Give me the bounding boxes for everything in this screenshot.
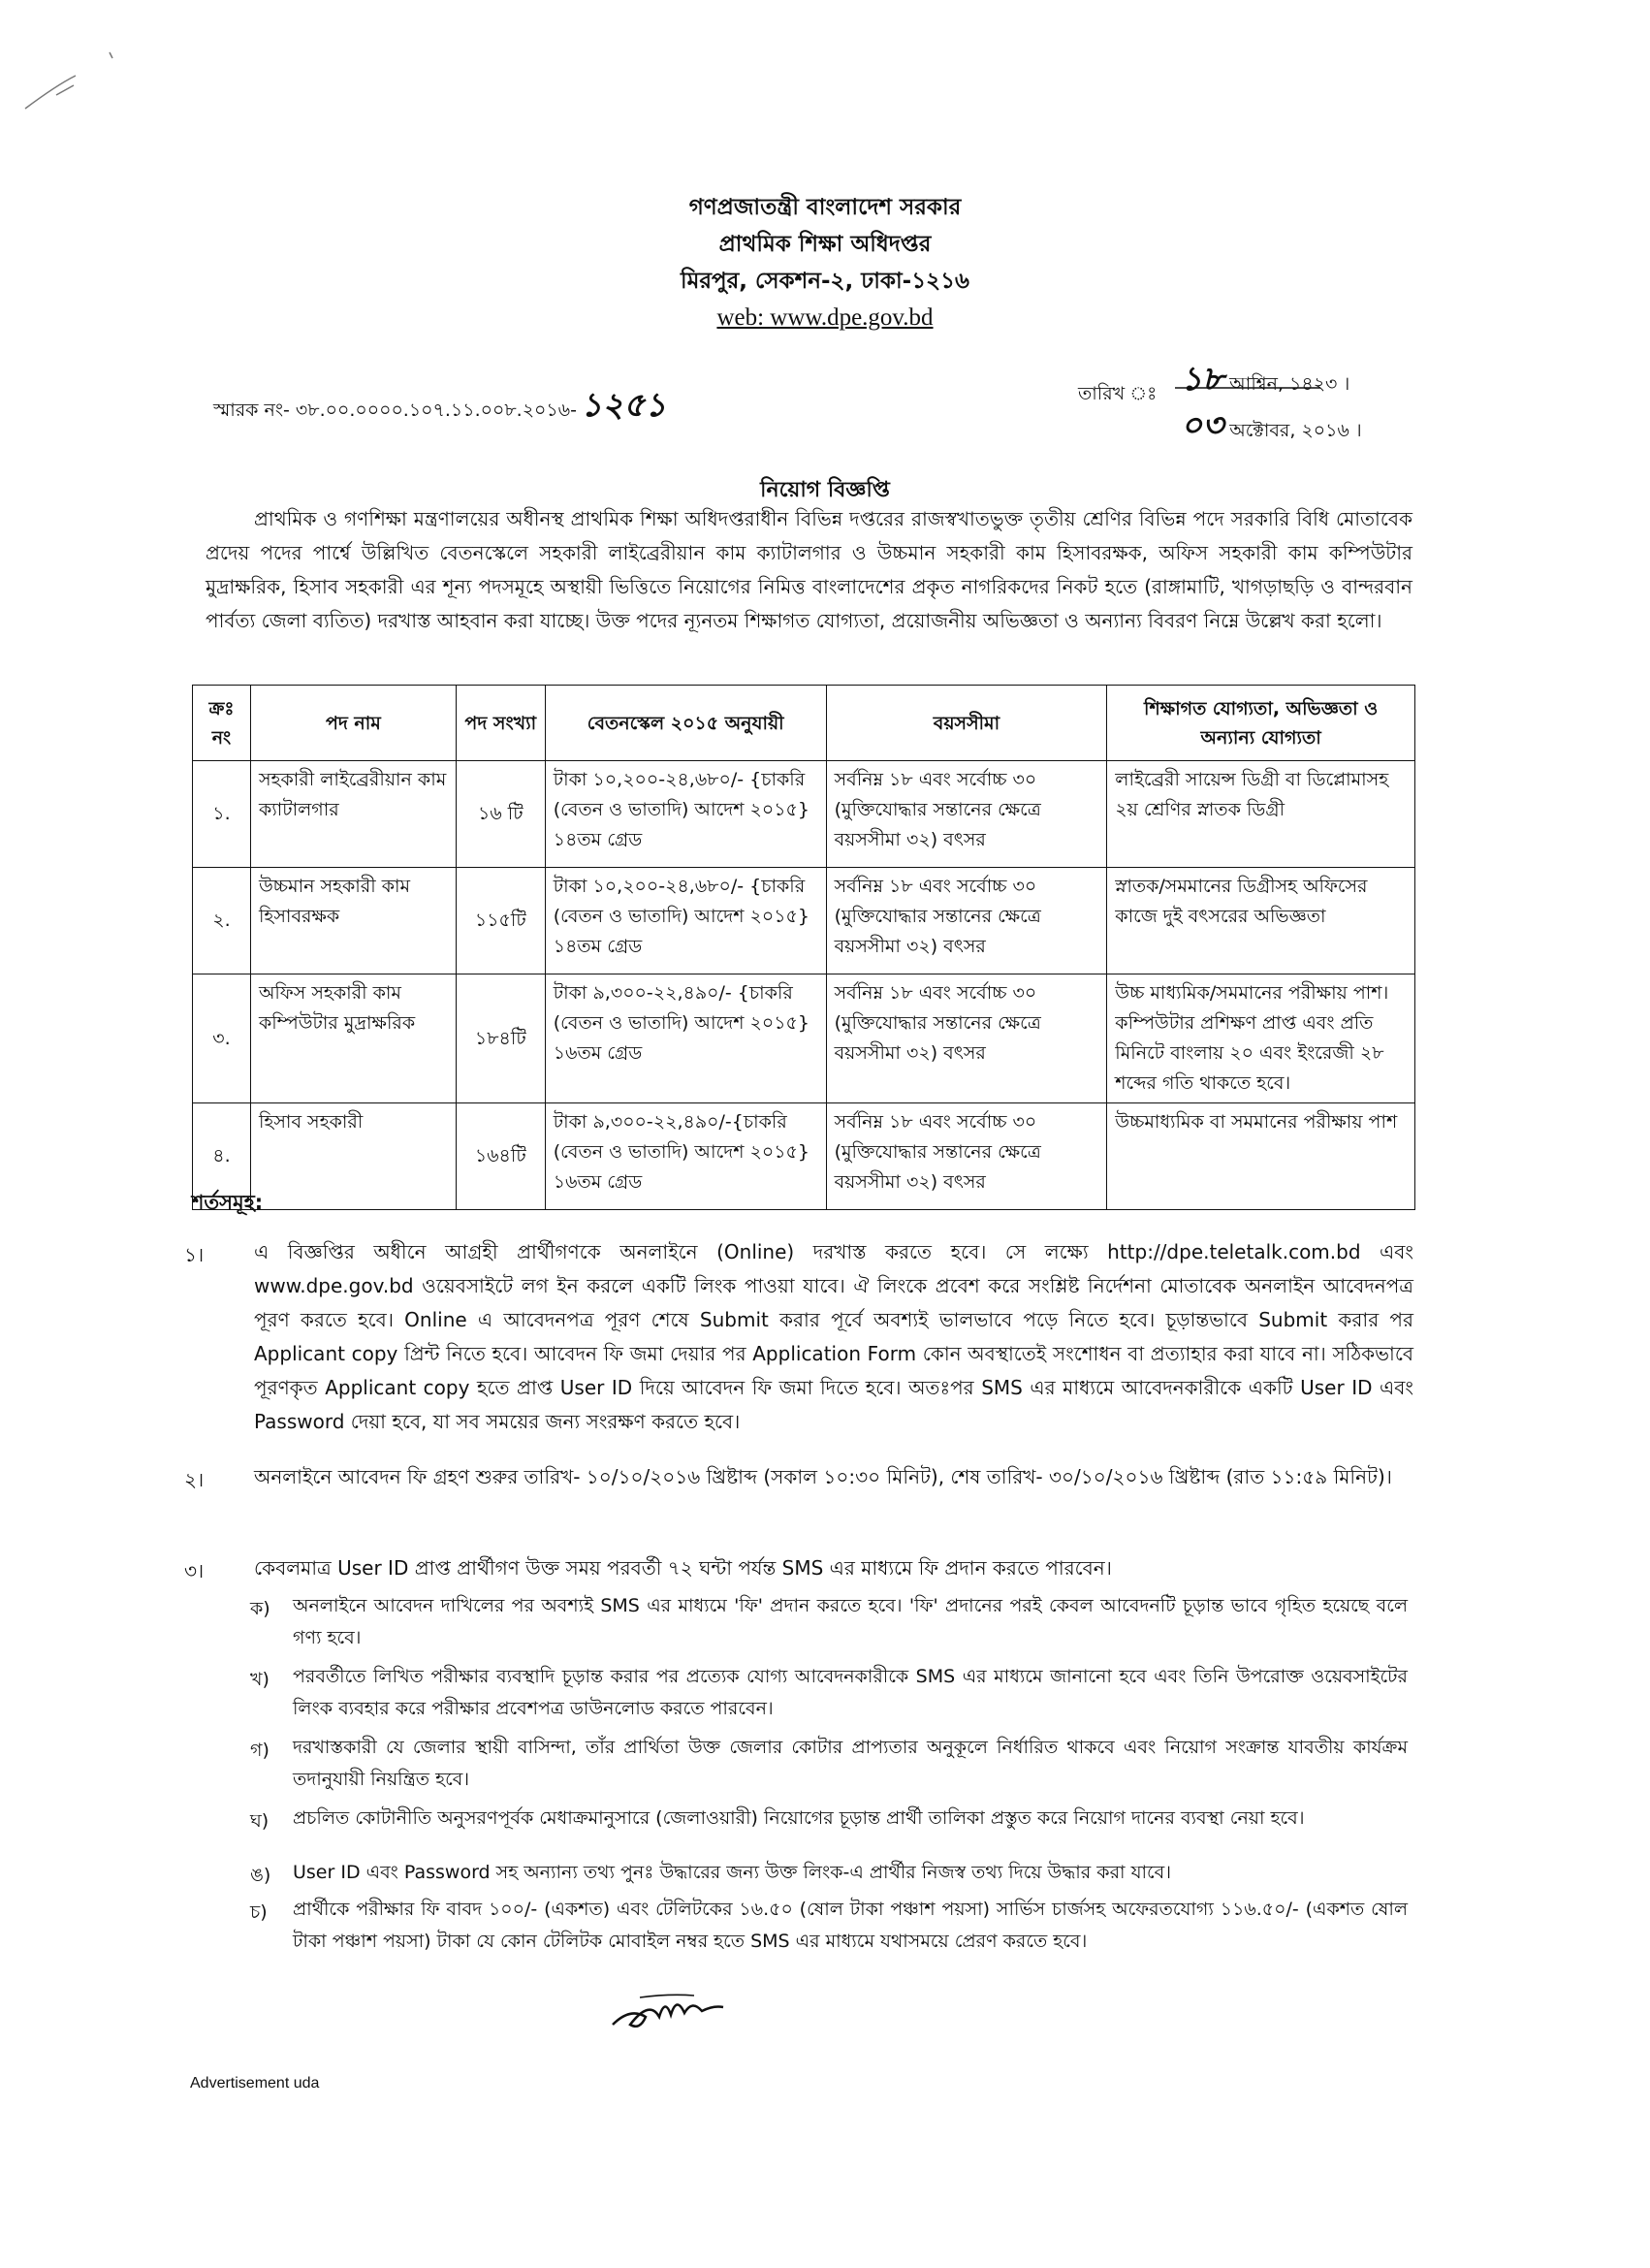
gregorian-month-year: অক্টোবর, ২০১৬ ।	[1229, 420, 1362, 441]
cell-age-limit: সর্বনিম্ন ১৮ এবং সর্বোচ্চ ৩০ (মুক্তিযোদ্ধার সন্তানের ক্ষেত্রে বয়সসীমা ৩২) বৎসর	[826, 761, 1107, 868]
cell-serial: ১.	[193, 761, 251, 868]
term-number: ২।	[184, 1468, 205, 1491]
cell-qualification: উচ্চমাধ্যমিক বা সমমানের পরীক্ষায় পাশ	[1107, 1103, 1415, 1210]
cell-post-count: ১৬ টি	[456, 761, 545, 868]
intro-paragraph: প্রাথমিক ও গণশিক্ষা মন্ত্রণালয়ের অধীনস্থ প্রাথমিক শিক্ষা অধিদপ্তরাধীন বিভিন্ন দপ্তরের রাজস্বখাতভুক্ত তৃতীয় শ্রেণির বিভিন্ন পদে সরকারি বিধি মোতাবেক প্রদেয় পদের পার্শ্বে উল্লিখিত বেতনস্কেলে সহকারী লাইব্রেরীয়ান কাম ক্যাটালগার ও উচ্চমান সহকারী কাম হিসাবরক্ষক, অফিস সহকারী কাম কম্পিউটার মুদ্রাক্ষরিক, হিসাব সহকারী এর শূন্য পদসমূহে অস্থায়ী ভিত্তিতে নিয়োগের নিমিত্ত বাংলাদেশের প্রকৃত নাগরিকদের নিকট হতে (রাঙ্গামাটি, খাগড়াছড়ি ও বান্দরবান পার্বত্য জেলা ব্যতিত) দরখাস্ত আহবান করা যাচ্ছে। উক্ত পদের ন্যূনতম শিক্ষাগত যোগ্যতা, প্রয়োজনীয় অভিজ্ঞতা ও অন্যান্য বিবরণ নিম্নে উল্লেখ করা হলো।	[206, 507, 1412, 632]
subitem: পরবর্তীতে লিখিত পরীক্ষার ব্যবস্থাদি চূড়ান্ত করার পর প্রত্যেক যোগ্য আবেদনকারীকে SMS এর মাধ্যমে জানানো হবে এবং তিনি উপরোক্ত ওয়েবসাইটের লিংক ব্যবহার করে পরীক্ষার প্রবেশপত্র ডাউনলোড করতে পারবেন।	[293, 1666, 1408, 1719]
cell-pay-scale: টাকা ৯,৩০০-২২,৪৯০/- {চাকরি (বেতন ও ভাতাদি) আদেশ ২০১৫} ১৬তম গ্রেড	[545, 974, 826, 1103]
header-age-limit: বয়সসীমা	[826, 686, 1107, 761]
cell-pay-scale: টাকা ১০,২০০-২৪,৬৮০/- {চাকরি (বেতন ও ভাতাদি) আদেশ ২০১৫} ১৪তম গ্রেড	[545, 761, 826, 868]
subitem-label: ক)	[250, 1598, 270, 1619]
subitem-label: ঙ)	[250, 1865, 271, 1886]
table-row	[193, 868, 1415, 974]
website-link[interactable]: web: www.dpe.gov.bd	[716, 304, 934, 331]
letterhead	[0, 189, 1650, 336]
date-label: তারিখ ঃ	[1078, 383, 1158, 404]
header-post-name: পদ নাম	[250, 686, 456, 761]
header-pay-scale: বেতনস্কেল ২০১৫ অনুযায়ী	[545, 686, 826, 761]
term-number: ১।	[184, 1243, 205, 1266]
term-item: এ বিজ্ঞপ্তির অধীনে আগ্রহী প্রার্থীগণকে অনলাইনে (Online) দরখাস্ত করতে হবে। সে লক্ষ্যে http://dpe.teletalk.com.bd এবং www.dpe.gov.bd ওয়েবসাইটে লগ ইন করলে একটি লিংক পাওয়া যাবে। ঐ লিংকে প্রবেশ করে সংশ্লিষ্ট নির্দেশনা মোতাবেক অনলাইন আবেদনপত্র পূরণ করতে হবে। Online এ আবেদনপত্র পূরণ শেষে Submit করার পূর্বে অবশ্যই ভালভাবে পড়ে নিতে হবে। চূড়ান্তভাবে Submit করার পর Applicant copy প্রিন্ট নিতে হবে। আবেদন ফি জমা দেয়ার পর Application Form কোন অবস্থাতেই সংশোধন বা প্রত্যাহার করা যাবে না। সঠিকভাবে পূরণকৃত Applicant copy হতে প্রাপ্ত User ID দিয়ে আবেদন ফি জমা দিতে হবে। অতঃপর SMS এর মাধ্যমে আবেদনকারীকে একটি User ID এবং Password দেয়া হবে, যা সব সময়ের জন্য সংরক্ষণ করতে হবে।	[254, 1240, 1413, 1433]
cell-age-limit: সর্বনিম্ন ১৮ এবং সর্বোচ্চ ৩০ (মুক্তিযোদ্ধার সন্তানের ক্ষেত্রে বয়সসীমা ৩২) বৎসর	[826, 1103, 1107, 1210]
cell-post-name: উচ্চমান সহকারী কাম হিসাবরক্ষক	[250, 868, 456, 974]
memo-number	[213, 380, 666, 435]
term-number: ৩।	[184, 1559, 205, 1582]
bangla-month-year: আশ্বিন, ১৪২৩ ।	[1229, 373, 1350, 395]
bangla-day: ১৮	[1181, 360, 1224, 399]
cell-serial: ২.	[193, 868, 251, 974]
cell-serial: ৪.	[193, 1103, 251, 1210]
cell-post-count: ১১৫টি	[456, 868, 545, 974]
signature	[601, 1978, 737, 2046]
cell-serial: ৩.	[193, 974, 251, 1103]
cell-pay-scale: টাকা ১০,২০০-২৪,৬৮০/- {চাকরি (বেতন ও ভাতাদি) আদেশ ২০১৫} ১৪তম গ্রেড	[545, 868, 826, 974]
notice-title: নিয়োগ বিজ্ঞপ্তি	[760, 478, 890, 502]
subitem-label: ঘ)	[250, 1810, 270, 1832]
memo-handwritten-number: ১২৫১	[580, 386, 667, 425]
table-row	[193, 974, 1415, 1103]
cell-age-limit: সর্বনিম্ন ১৮ এবং সর্বোচ্চ ৩০ (মুক্তিযোদ্ধার সন্তানের ক্ষেত্রে বয়সসীমা ৩২) বৎসর	[826, 868, 1107, 974]
header-post-count: পদ সংখ্যা	[456, 686, 545, 761]
cell-post-count: ১৮৪টি	[456, 974, 545, 1103]
cell-post-name: অফিস সহকারী কাম কম্পিউটার মুদ্রাক্ষরিক	[250, 974, 456, 1103]
cell-age-limit: সর্বনিম্ন ১৮ এবং সর্বোচ্চ ৩০ (মুক্তিযোদ্ধার সন্তানের ক্ষেত্রে বয়সসীমা ৩২) বৎসর	[826, 974, 1107, 1103]
gregorian-date	[1181, 400, 1362, 456]
subitem-label: চ)	[250, 1901, 268, 1923]
subitem: User ID এবং Password সহ অন্যান্য তথ্য পুনঃ উদ্ধারের জন্য উক্ত লিংক-এ প্রার্থীর নিজস্ব তথ্য দিয়ে উদ্ধার করা যাবে।	[293, 1862, 1172, 1883]
gregorian-day: ০৩	[1181, 406, 1224, 445]
cell-post-name: হিসাব সহকারী	[250, 1103, 456, 1210]
date-divider	[1175, 386, 1320, 390]
table-row	[193, 761, 1415, 868]
government-name: গণপ্রজাতন্ত্রী বাংলাদেশ সরকার	[688, 195, 962, 220]
memo-prefix: স্মারক নং- ৩৮.০০.০০০০.১০৭.১১.০০৮.২০১৬-	[213, 399, 577, 421]
cell-post-name: সহকারী লাইব্রেরীয়ান কাম ক্যাটালগার	[250, 761, 456, 868]
term-item: অনলাইনে আবেদন ফি গ্রহণ শুরুর তারিখ- ১০/১০/২০১৬ খ্রিষ্টাব্দ (সকাল ১০:৩০ মিনিট), শেষ তারিখ- ৩০/১০/২০১৬ খ্রিষ্টাব্দ (রাত ১১:৫৯ মিনিট)।	[254, 1465, 1392, 1488]
table-row	[193, 1103, 1415, 1210]
department-name: প্রাথমিক শিক্ষা অধিদপ্তর	[718, 232, 932, 257]
footer-note: Advertisement uda	[190, 2075, 320, 2092]
term-item: কেবলমাত্র User ID প্রাপ্ত প্রার্থীগণ উক্ত সময় পরবর্তী ৭২ ঘন্টা পর্যন্ত SMS এর মাধ্যমে ফি প্রদান করতে পারবেন।	[254, 1556, 1112, 1580]
cell-qualification: লাইব্রেরী সায়েন্স ডিগ্রী বা ডিপ্লোমাসহ ২য় শ্রেণির স্নাতক ডিগ্রী	[1107, 761, 1415, 868]
cell-qualification: উচ্চ মাধ্যমিক/সমমানের পরীক্ষায় পাশ। কম্পিউটার প্রশিক্ষণ প্রাপ্ত এবং প্রতি মিনিটে বাংলায় ২০ এবং ইংরেজী ২৮ শব্দের গতি থাকতে হবে।	[1107, 974, 1415, 1103]
subitem: দরখাস্তকারী যে জেলার স্থায়ী বাসিন্দা, তাঁর প্রার্থিতা উক্ত জেলার কোটার প্রাপ্যতার অনুকূলে নির্ধারিত থাকবে এবং নিয়োগ সংক্রান্ত যাবতীয় কার্যক্রম তদানুযায়ী নিয়ন্ত্রিত হবে।	[293, 1737, 1408, 1790]
terms-heading: শর্তসমূহ:	[192, 1191, 264, 1214]
header-qualification: শিক্ষাগত যোগ্যতা, অভিজ্ঞতা ও অন্যান্য যোগ্যতা	[1107, 686, 1415, 761]
subitem-label: খ)	[250, 1669, 270, 1690]
posts-table	[192, 685, 1415, 1210]
subitem: প্রচলিত কোটানীতি অনুসরণপূর্বক মেধাক্রমানুসারে (জেলাওয়ারী) নিয়োগের চূড়ান্ত প্রার্থী তালিকা প্রস্তুত করে নিয়োগ দানের ব্যবস্থা নেয়া হবে।	[293, 1807, 1305, 1829]
address: মিরপুর, সেকশন-২, ঢাকা-১২১৬	[681, 269, 969, 294]
subitem-label: গ)	[250, 1740, 270, 1761]
cell-qualification: স্নাতক/সমমানের ডিগ্রীসহ অফিসের কাজে দুই বৎসরের অভিজ্ঞতা	[1107, 868, 1415, 974]
table-header-row	[193, 686, 1415, 761]
header-serial: ক্রঃ নং	[193, 686, 251, 761]
scan-mark	[17, 39, 124, 116]
subitem: অনলাইনে আবেদন দাখিলের পর অবশ্যই SMS এর মাধ্যমে 'ফি' প্রদান করতে হবে। 'ফি' প্রদানের পরই কেবল আবেদনটি চূড়ান্ত ভাবে গৃহিত হয়েছে বলে গণ্য হবে।	[293, 1595, 1408, 1648]
cell-post-count: ১৬৪টি	[456, 1103, 545, 1210]
cell-pay-scale: টাকা ৯,৩০০-২২,৪৯০/-{চাকরি (বেতন ও ভাতাদি) আদেশ ২০১৫} ১৬তম গ্রেড	[545, 1103, 826, 1210]
subitem: প্রার্থীকে পরীক্ষার ফি বাবদ ১০০/- (একশত) এবং টেলিটকের ১৬.৫০ (ষোল টাকা পঞ্চাশ পয়সা) সার্ভিস চার্জসহ অফেরতযোগ্য ১১৬.৫০/- (একশত ষোল টাকা পঞ্চাশ পয়সা) টাকা যে কোন টেলিটক মোবাইল নম্বর হতে SMS এর মাধ্যমে যথাসময়ে প্রেরণ করতে হবে।	[293, 1899, 1408, 1952]
